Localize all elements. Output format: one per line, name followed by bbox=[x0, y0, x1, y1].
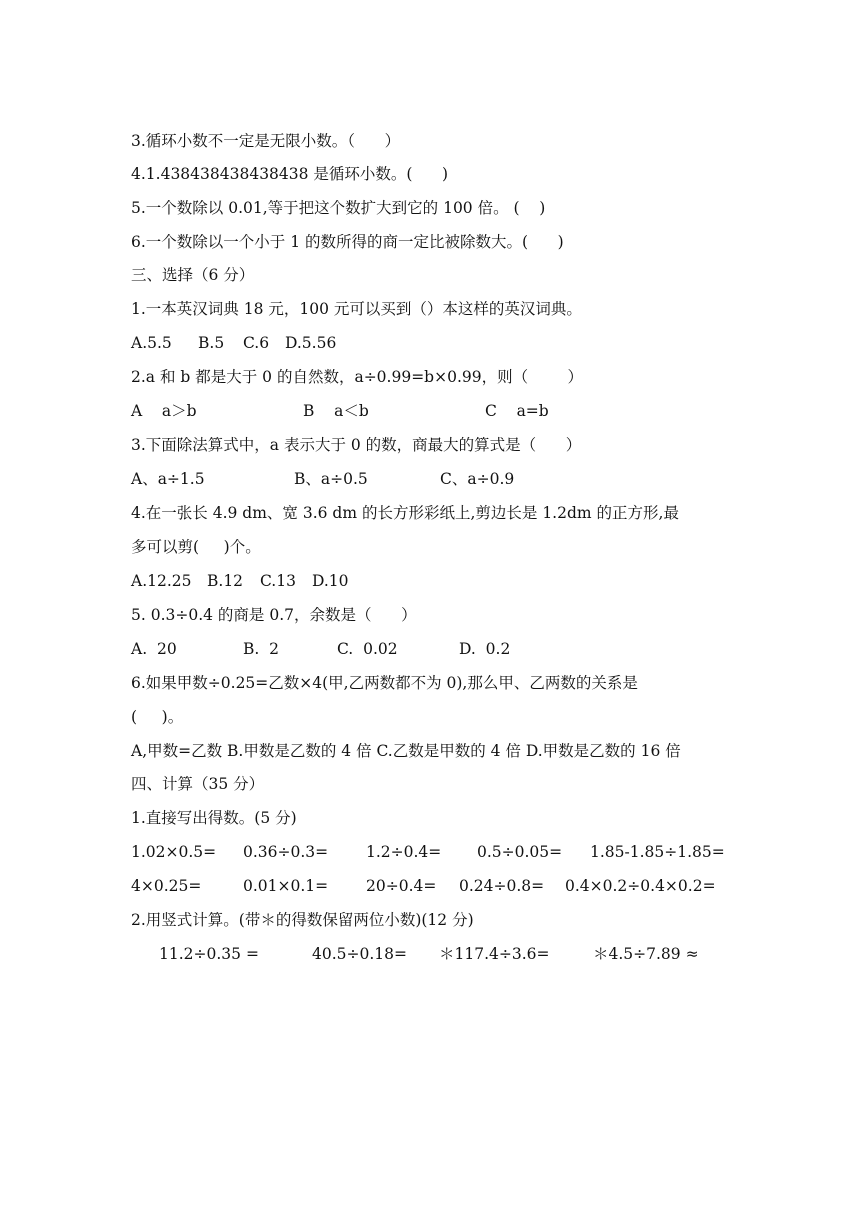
choice-question-4-line-1: 4.在一张长 4.9 dm、宽 3.6 dm 的长方形彩纸上,剪边长是 1.2dm 的正方形,最 bbox=[131, 504, 679, 522]
calc-vertical-title: 2.用竖式计算。(带＊的得数保留两位小数)(12 分) bbox=[131, 911, 474, 929]
judge-item-6: 6.一个数除以一个小于 1 的数所得的商一定比被除数大。( ) bbox=[131, 233, 564, 251]
calc-vertical-3: ＊117.4÷3.6= bbox=[439, 945, 550, 963]
choice-q2-option-b: B a＜b bbox=[303, 402, 369, 420]
choice-q2-option-c: C a=b bbox=[485, 402, 549, 420]
choice-q4-option-b: B.12 bbox=[207, 572, 244, 590]
choice-q4-option-a: A.12.25 bbox=[131, 572, 192, 590]
choice-question-4-line-2: 多可以剪( )个。 bbox=[131, 538, 261, 556]
calc-vertical-1: 11.2÷0.35 = bbox=[159, 945, 259, 963]
choice-question-3: 3.下面除法算式中，a 表示大于 0 的数，商最大的算式是（ ） bbox=[131, 436, 582, 454]
choice-question-2: 2.a 和 b 都是大于 0 的自然数，a÷0.99=b×0.99，则（ ） bbox=[131, 368, 584, 386]
calc-direct-r2-4: 0.24÷0.8= bbox=[459, 877, 545, 895]
choice-q5-option-d: D. 0.2 bbox=[459, 640, 511, 658]
calc-direct-r2-1: 4×0.25= bbox=[131, 877, 202, 895]
choice-q3-option-b: B、a÷0.5 bbox=[294, 470, 368, 488]
judge-item-3: 3.循环小数不一定是无限小数。（ ） bbox=[131, 132, 401, 150]
calc-direct-r1-1: 1.02×0.5= bbox=[131, 843, 217, 861]
choice-q1-option-b: B.5 bbox=[198, 334, 225, 352]
calc-direct-r1-2: 0.36÷0.3= bbox=[243, 843, 329, 861]
choice-q4-option-c: C.13 bbox=[260, 572, 296, 590]
choice-q1-option-d: D.5.56 bbox=[285, 334, 337, 352]
choice-q1-option-a: A.5.5 bbox=[131, 334, 172, 352]
choice-q1-option-c: C.6 bbox=[243, 334, 270, 352]
judge-item-5: 5.一个数除以 0.01,等于把这个数扩大到它的 100 倍。 ( ) bbox=[131, 199, 546, 217]
choice-question-6-line-2: ( )。 bbox=[131, 708, 184, 726]
section-calc-heading: 四、计算（35 分） bbox=[131, 775, 265, 793]
choice-q2-option-a: A a＞b bbox=[131, 402, 197, 420]
choice-question-5: 5. 0.3÷0.4 的商是 0.7，余数是（ ） bbox=[131, 606, 417, 624]
calc-vertical-4: ＊4.5÷7.89 ≈ bbox=[593, 945, 699, 963]
calc-direct-r1-3: 1.2÷0.4= bbox=[366, 843, 442, 861]
calc-direct-r1-5: 1.85-1.85÷1.85= bbox=[590, 843, 725, 861]
choice-q4-option-d: D.10 bbox=[312, 572, 349, 590]
calc-direct-r1-4: 0.5÷0.05= bbox=[477, 843, 563, 861]
section-choice-heading: 三、选择（6 分） bbox=[131, 266, 255, 284]
choice-q5-option-a: A. 20 bbox=[131, 640, 177, 658]
choice-q5-option-b: B. 2 bbox=[243, 640, 280, 658]
calc-direct-r2-3: 20÷0.4= bbox=[366, 877, 437, 895]
judge-item-4: 4.1.438438438438438 是循环小数。( ) bbox=[131, 165, 449, 183]
calc-vertical-2: 40.5÷0.18= bbox=[312, 945, 407, 963]
choice-q3-option-c: C、a÷0.9 bbox=[440, 470, 515, 488]
calc-direct-title: 1.直接写出得数。(5 分) bbox=[131, 809, 297, 827]
choice-q6-options: A,甲数=乙数 B.甲数是乙数的 4 倍 C.乙数是甲数的 4 倍 D.甲数是乙数的 16 倍 bbox=[131, 742, 681, 760]
calc-direct-r2-2: 0.01×0.1= bbox=[243, 877, 329, 895]
calc-direct-r2-5: 0.4×0.2÷0.4×0.2= bbox=[565, 877, 716, 895]
choice-q3-option-a: A、a÷1.5 bbox=[131, 470, 205, 488]
choice-question-6-line-1: 6.如果甲数÷0.25=乙数×4(甲,乙两数都不为 0),那么甲、乙两数的关系是 bbox=[131, 674, 638, 692]
choice-question-1: 1.一本英汉词典 18 元，100 元可以买到（）本这样的英汉词典。 bbox=[131, 300, 582, 318]
choice-q5-option-c: C. 0.02 bbox=[337, 640, 398, 658]
